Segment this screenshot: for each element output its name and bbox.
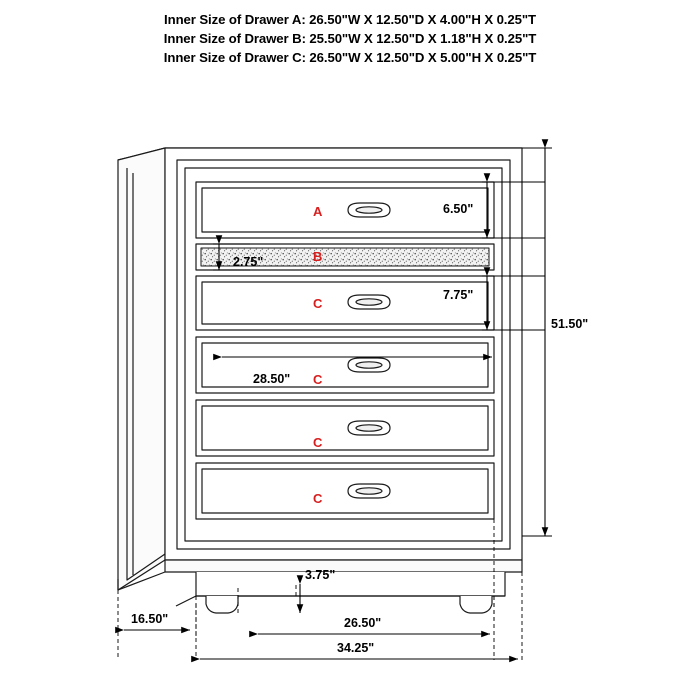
drawer-label-c4: C <box>313 491 323 506</box>
dim-drawer-c-height: 7.75" <box>443 288 474 302</box>
drawer-label-c2: C <box>313 372 323 387</box>
dim-total-width: 34.25" <box>337 641 375 655</box>
dim-total-height: 51.50" <box>551 317 589 331</box>
drawer-label-a: A <box>313 204 323 219</box>
dim-drawer-a-height: 6.50" <box>443 202 474 216</box>
dim-foot-height: 3.75" <box>305 568 336 582</box>
spec-line-drawer-b: Inner Size of Drawer B: 25.50"W X 12.50"D X 1.18"H X 0.25"T <box>163 31 537 46</box>
dim-drawer-width: 28.50" <box>253 372 291 386</box>
spec-line-drawer-c: Inner Size of Drawer C: 26.50"W X 12.50"D X 5.00"H X 0.25"T <box>163 50 537 65</box>
drawer-label-c1: C <box>313 296 323 311</box>
spec-line-drawer-a: Inner Size of Drawer A: 26.50"W X 12.50"D X 4.00"H X 0.25"T <box>164 12 536 27</box>
dim-drawer-b-height: 2.75" <box>233 255 264 269</box>
drawer-label-c3: C <box>313 435 323 450</box>
dim-base-width: 26.50" <box>344 616 382 630</box>
drawer-label-b: B <box>313 249 323 264</box>
dim-depth: 16.50" <box>131 612 169 626</box>
